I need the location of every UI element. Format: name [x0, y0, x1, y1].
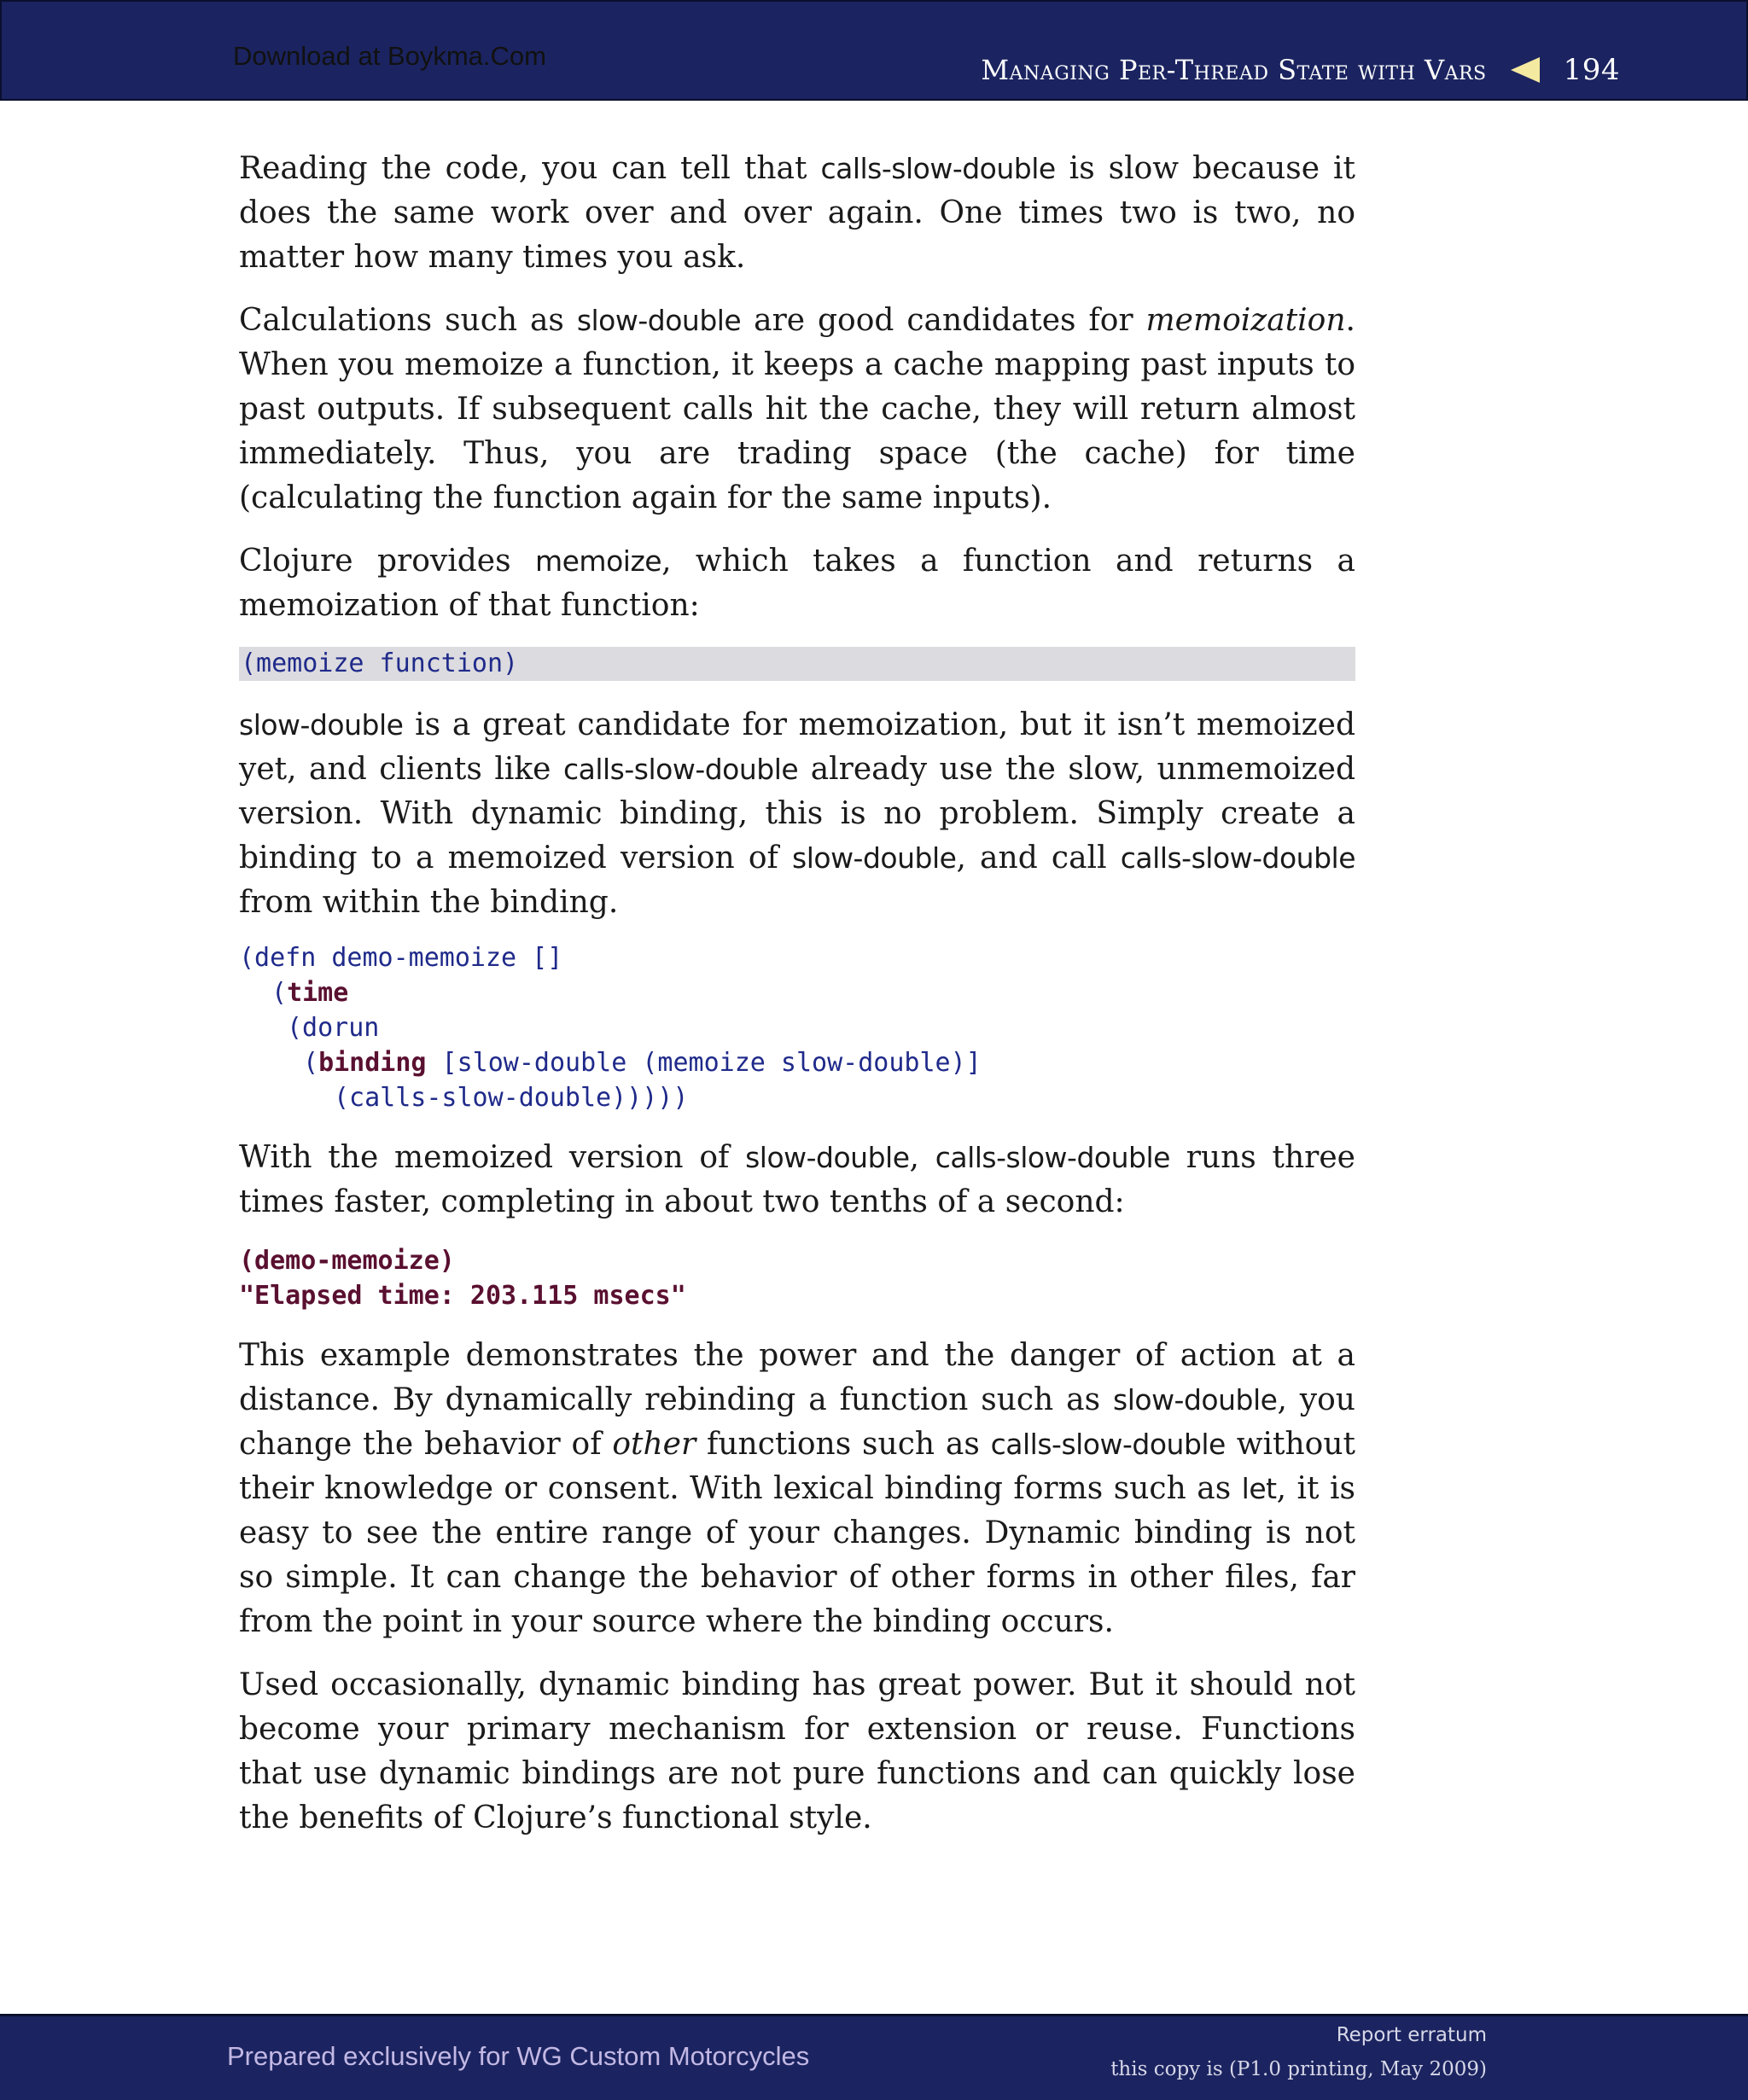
inline-code: let [1241, 1472, 1277, 1505]
paragraph-5: With the memoized version of slow-double, calls-slow-double runs three times faster, completing in about two tenths of a second: [239, 1140, 1355, 1219]
inline-code: calls-slow-double [935, 1141, 1170, 1174]
paragraph-7: Used occasionally, dynamic binding has great power. But it should not become your primary mechanism for extension or reuse. Functions that use dynamic bindings are not pure functions and can quickly lose the benefits of Clojure’s functional style. [239, 1667, 1355, 1835]
chapter-title: Managing Per-Thread State with Vars [981, 54, 1487, 86]
paragraph-3: Clojure provides memoize, which takes a function and returns a memoization of that function: [239, 544, 1355, 623]
previous-page-arrow-icon[interactable] [1511, 57, 1540, 83]
code-line: (dorun [287, 1013, 380, 1043]
prepared-for: Prepared exclusively for WG Custom Motorcycles [227, 2041, 810, 2071]
code-line: (calls-slow-double))))) [334, 1083, 689, 1113]
repl-input: (demo-memoize) [239, 1246, 455, 1276]
inline-code: slow-double [792, 841, 957, 875]
paragraph-1: Reading the code, you can tell that calls-slow-double is slow because it does the same work over and over again. One times two is two, no matter how many times you ask. [239, 151, 1355, 275]
inline-code: memoize [534, 544, 662, 578]
page-body [239, 147, 1355, 1859]
inline-code: calls-slow-double [820, 152, 1056, 185]
code-signature: (memoize function) [239, 647, 1355, 681]
emphasis: memoization [1145, 303, 1346, 338]
code-line: (defn demo-memoize [] [239, 943, 563, 973]
paragraph-2: Calculations such as slow-double are good candidates for memoization. When you memoize a function, it keeps a cache mapping past inputs to past outputs. If subsequent calls hit the cache, they will return almost immediately. Thus, you are trading space (the cache) for time (calculating the function again for the same inputs). [239, 303, 1355, 515]
inline-code: slow-double [1113, 1383, 1278, 1416]
download-note: Download at Boykma.Com [233, 41, 546, 71]
code-line: (time [271, 978, 349, 1008]
code-listing [239, 940, 1355, 1115]
page-number: 194 [1563, 53, 1620, 87]
paragraph-6: This example demonstrates the power and the danger of action at a distance. By dynamically rebinding a function such as slow-double, you change the behavior of other functions such as calls-slow-double without their knowledge or consent. With lexical binding forms such as let, it is easy to see the entire range of your changes. Dynamic binding is not so simple. It can change the behavior of other forms in other files, far from the point in your source where the binding occurs. [239, 1338, 1356, 1639]
running-title [981, 53, 1620, 87]
code-line: (binding [slow-double (memoize slow-double)] [303, 1048, 982, 1078]
repl-output: "Elapsed time: 203.115 msecs" [239, 1281, 686, 1311]
inline-code: slow-double [239, 708, 404, 742]
paragraph-4: slow-double is a great candidate for memoization, but it isn’t memoized yet, and clients like calls-slow-double already use the slow, unmemoized version. With dynamic binding, this is no problem. Simply create a binding to a memoized version of slow-double, and call calls-slow-double from within the binding. [239, 707, 1356, 920]
inline-code: calls-slow-double [990, 1428, 1226, 1461]
inline-code: slow-double [576, 304, 742, 337]
inline-code: calls-slow-double [562, 753, 799, 786]
inline-code: slow-double [745, 1141, 910, 1174]
inline-code: calls-slow-double [1120, 841, 1356, 875]
printing-info: this copy is (P1.0 printing, May 2009) [1110, 2058, 1487, 2080]
report-erratum-link[interactable]: Report erratum [1336, 2024, 1487, 2046]
repl-session [239, 1243, 1355, 1313]
emphasis: other [612, 1427, 696, 1462]
